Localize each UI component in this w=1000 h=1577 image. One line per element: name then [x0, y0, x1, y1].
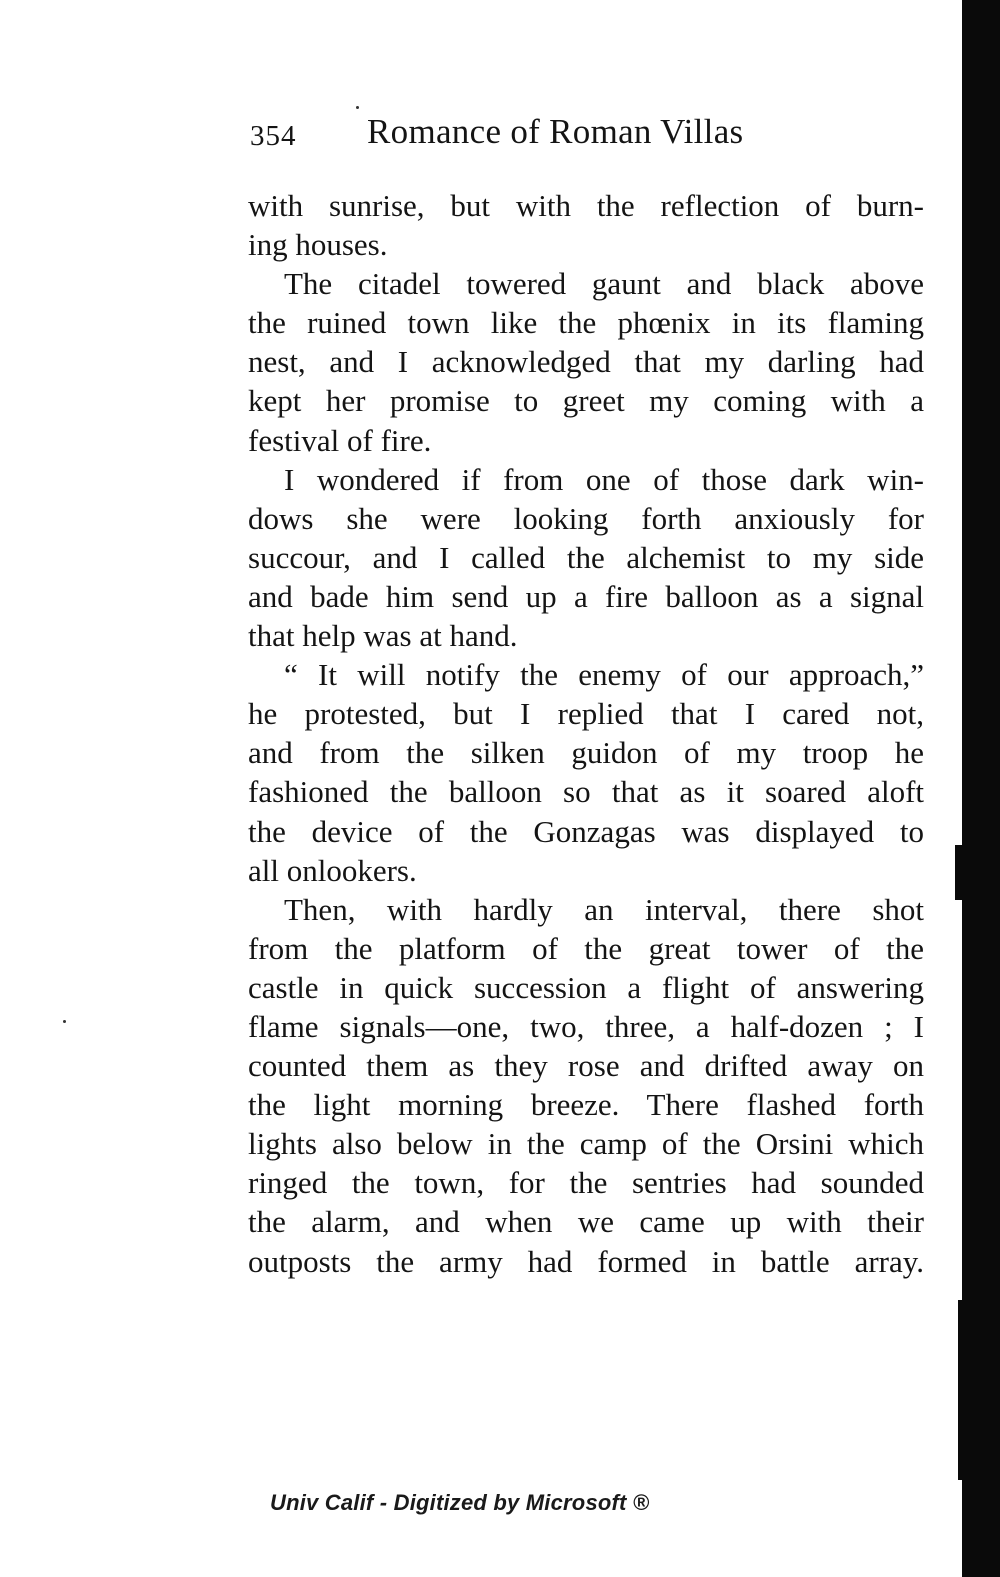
text-line: flame signals—one, two, three, a half-dozen ; I	[248, 1008, 924, 1044]
scan-speck	[356, 106, 359, 109]
text-line: ing houses.	[248, 227, 388, 263]
text-line: nest, and I acknowledged that my darling had	[248, 344, 924, 380]
text-line: The citadel towered gaunt and black above	[284, 266, 924, 302]
text-line: and from the silken guidon of my troop he	[248, 735, 924, 771]
text-line: fashioned the balloon so that as it soared aloft	[248, 774, 924, 810]
scan-edge-shadow	[962, 0, 1000, 1577]
text-line: with sunrise, but with the reflection of burn-	[248, 188, 924, 223]
page-header	[250, 112, 930, 162]
text-line: counted them as they rose and drifted away on	[248, 1048, 924, 1084]
scan-edge-notch	[958, 1300, 966, 1480]
body-text	[248, 186, 924, 1281]
text-line: the light morning breeze. There flashed forth	[248, 1087, 924, 1123]
text-line: the ruined town like the phœnix in its flaming	[248, 305, 924, 341]
digitization-watermark: Univ Calif - Digitized by Microsoft ®	[270, 1490, 650, 1515]
text-line: Then, with hardly an interval, there shot	[284, 891, 924, 927]
text-line: castle in quick succession a flight of answering	[248, 969, 924, 1005]
text-line: all onlookers.	[248, 852, 417, 888]
text-line: I wondered if from one of those dark win-	[284, 461, 924, 497]
scan-edge-notch	[955, 845, 965, 900]
text-line: he protested, but I replied that I cared not,	[248, 696, 924, 732]
text-line: that help was at hand.	[248, 618, 518, 654]
text-line: the alarm, and when we came up with their	[248, 1204, 924, 1240]
text-line: outposts the army had formed in battle array.	[248, 1243, 924, 1279]
text-line: kept her promise to greet my coming with a	[248, 383, 924, 419]
text-line: “ It will notify the enemy of our approach,”	[284, 657, 924, 693]
scan-speck	[63, 1020, 66, 1023]
text-line: from the platform of the great tower of the	[248, 930, 924, 966]
running-title: Romance of Roman Villas	[367, 112, 744, 151]
text-line: ringed the town, for the sentries had sounded	[248, 1165, 924, 1201]
text-line: succour, and I called the alchemist to my side	[248, 539, 924, 575]
page-number: 354	[250, 120, 297, 152]
text-line: festival of fire.	[248, 422, 432, 458]
text-line: lights also below in the camp of the Orsini which	[248, 1126, 924, 1162]
text-line: dows she were looking forth anxiously for	[248, 500, 924, 536]
text-line: the device of the Gonzagas was displayed to	[248, 813, 924, 849]
text-line: and bade him send up a fire balloon as a signal	[248, 578, 924, 614]
